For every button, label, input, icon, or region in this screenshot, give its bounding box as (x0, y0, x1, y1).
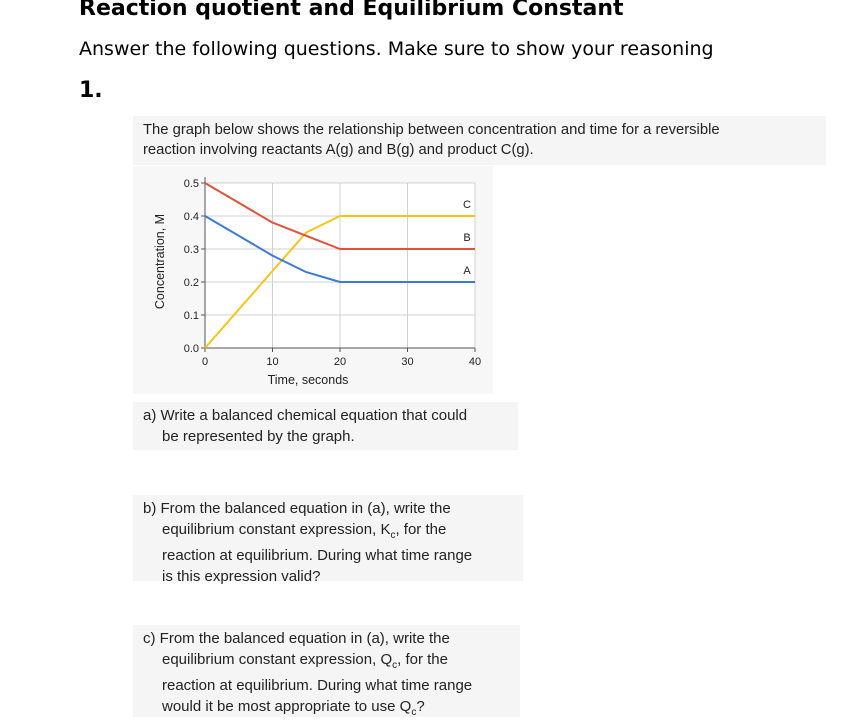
page-heading: Reaction quotient and Equilibrium Constant (79, 0, 624, 21)
question-number: 1. (79, 78, 103, 103)
question-b-panel (133, 495, 523, 581)
question-b-line-2 (143, 520, 472, 547)
question-c-line-2 (143, 650, 472, 677)
question-c-panel (133, 625, 520, 717)
question-c-line-4 (143, 697, 472, 723)
y-tick-label: 0.5 (184, 178, 199, 190)
series-label-c: C (463, 199, 471, 211)
intro-panel (133, 116, 826, 165)
intro-line-2: reaction involving reactants A(g) and B(g) and product C(g). (143, 140, 826, 160)
y-axis-label: Concentration, M (153, 214, 167, 309)
question-c-line-2-tail: , for the (397, 651, 448, 668)
question-b-line-2-tail: , for the (395, 521, 446, 538)
x-tick-label: 30 (401, 356, 413, 368)
intro-line-1: The graph below shows the relationship between concentration and time for a reversible (143, 120, 826, 140)
x-tick-label: 20 (334, 356, 346, 368)
question-a-panel (133, 402, 518, 450)
y-tick-label: 0.3 (184, 244, 199, 256)
series-label-b: B (463, 232, 470, 244)
question-b-line-2-text: equilibrium constant expression, K (162, 521, 390, 538)
series-label-a: A (463, 265, 471, 277)
question-c-line-3: reaction at equilibrium. During what time range (143, 676, 472, 697)
question-b-line-1: b) From the balanced equation in (a), write the (143, 499, 472, 520)
question-a-line-1: a) Write a balanced chemical equation that could (143, 406, 467, 427)
x-axis-label: Time, seconds (268, 373, 349, 387)
question-c-line-4-tail: ? (416, 698, 424, 715)
qc-subscript-2: c (411, 707, 416, 718)
x-tick-label: 10 (266, 356, 278, 368)
instructions-text: Answer the following questions. Make sure to show your reasoning (79, 38, 714, 60)
y-tick-label: 0.2 (184, 277, 199, 289)
qc-subscript: c (392, 660, 397, 671)
chart-panel (133, 166, 493, 394)
question-a-line-2: be represented by the graph. (143, 427, 467, 448)
y-tick-label: 0.0 (184, 343, 199, 355)
concentration-time-chart (133, 166, 493, 394)
question-c-line-1: c) From the balanced equation in (a), write the (143, 629, 472, 650)
question-c-line-2-text: equilibrium constant expression, Q (162, 651, 392, 668)
question-c-line-4-text: would it be most appropriate to use Q (162, 698, 411, 715)
y-tick-label: 0.1 (184, 310, 199, 322)
x-tick-label: 0 (202, 356, 208, 368)
kc-subscript: c (390, 530, 395, 541)
y-tick-label: 0.4 (184, 211, 199, 223)
question-b-line-4: is this expression valid? (143, 567, 472, 588)
question-b-line-3: reaction at equilibrium. During what time range (143, 546, 472, 567)
x-tick-label: 40 (469, 356, 481, 368)
